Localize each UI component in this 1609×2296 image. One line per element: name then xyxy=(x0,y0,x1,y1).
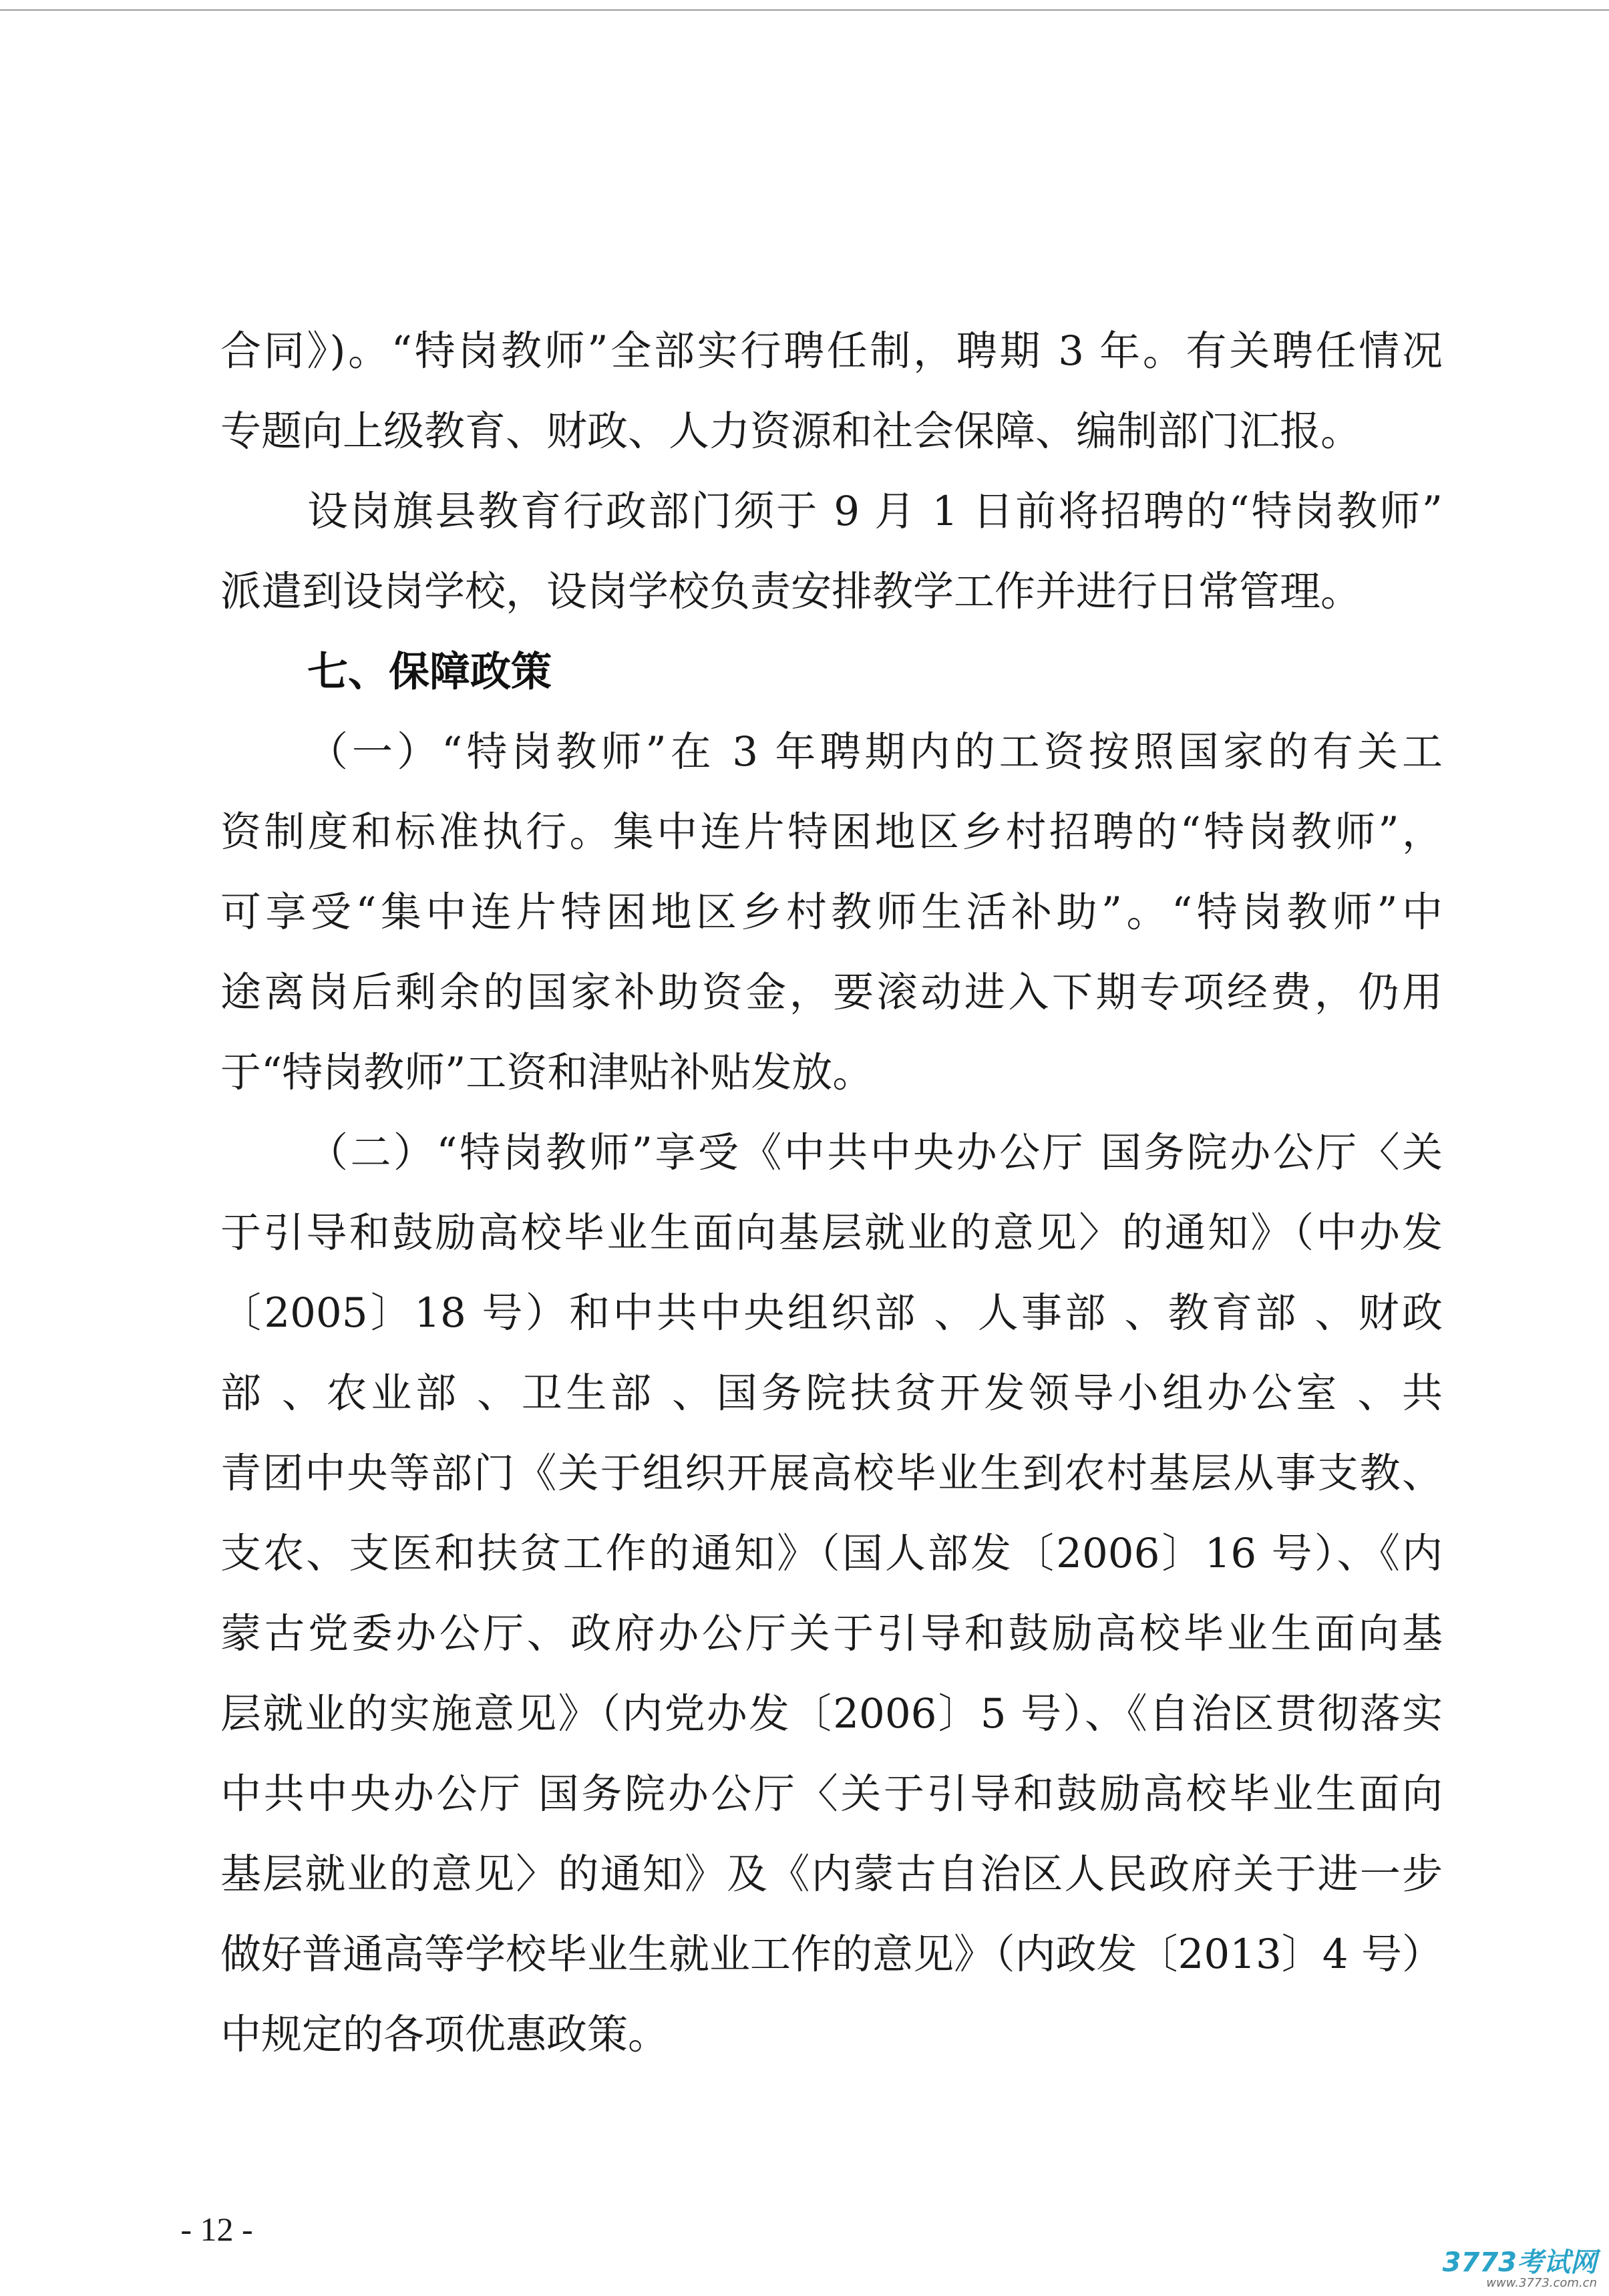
section-heading: 七、保障政策 xyxy=(307,648,552,695)
text-line: 于“特岗教师”工资和津贴补贴发放。 xyxy=(220,1049,874,1096)
text-line: 部 、农业部 、卫生部 、国务院扶贫开发领导小组办公室 、共 xyxy=(220,1369,1443,1417)
text-line: 青团中央等部门《关于组织开展高校毕业生到农村基层从事支教、 xyxy=(220,1450,1443,1497)
text-line: 中共中央办公厅 国务院办公厅〈关于引导和鼓励高校毕业生面向 xyxy=(220,1770,1443,1818)
text-line: 〔2005〕18 号）和中共中央组织部 、人事部 、教育部 、财政 xyxy=(220,1289,1443,1337)
text-line: 基层就业的意见〉的通知》及《内蒙古自治区人民政府关于进一步 xyxy=(220,1850,1443,1898)
text-line: 派遣到设岗学校，设岗学校负责安排教学工作并进行日常管理。 xyxy=(220,568,1362,615)
text-line: 设岗旗县教育行政部门须于 9 月 1 日前将招聘的“特岗教师” xyxy=(307,488,1443,535)
text-line: 做好普通高等学校毕业生就业工作的意见》（内政发〔2013〕4 号） xyxy=(220,1931,1443,1978)
site-watermark xyxy=(1443,2249,1597,2290)
text-line: 蒙古党委办公厅、政府办公厅关于引导和鼓励高校毕业生面向基 xyxy=(220,1610,1443,1657)
text-line: 可享受“集中连片特困地区乡村教师生活补助”。“特岗教师”中 xyxy=(220,888,1443,936)
watermark-domain: www.3773.com.cn xyxy=(1486,2276,1597,2290)
text-line: （一）“特岗教师”在 3 年聘期内的工资按照国家的有关工 xyxy=(307,728,1443,776)
page-number: - 12 - xyxy=(180,2210,253,2248)
text-line: 专题向上级教育、财政、人力资源和社会保障、编制部门汇报。 xyxy=(220,407,1362,455)
text-line: 资制度和标准执行。集中连片特困地区乡村招聘的“特岗教师”， xyxy=(220,808,1443,856)
watermark-brand: 3773考试网 xyxy=(1442,2247,1597,2278)
text-line: 中规定的各项优惠政策。 xyxy=(220,2011,669,2058)
text-line: 支农、支医和扶贫工作的通知》（国人部发〔2006〕16 号）、《内 xyxy=(220,1530,1443,1577)
text-line: 合同》)。“特岗教师”全部实行聘任制，聘期 3 年。有关聘任情况 xyxy=(220,327,1443,375)
text-line: 层就业的实施意见》（内党办发〔2006〕5 号）、《自治区贯彻落实 xyxy=(220,1690,1443,1738)
scan-top-edge xyxy=(0,9,1609,11)
text-line: 于引导和鼓励高校毕业生面向基层就业的意见〉的通知》（中办发 xyxy=(220,1209,1443,1257)
text-line: 途离岗后剩余的国家补助资金，要滚动进入下期专项经费，仍用 xyxy=(220,969,1443,1016)
text-line: （二）“特岗教师”享受《中共中央办公厅 国务院办公厅〈关 xyxy=(307,1129,1443,1176)
